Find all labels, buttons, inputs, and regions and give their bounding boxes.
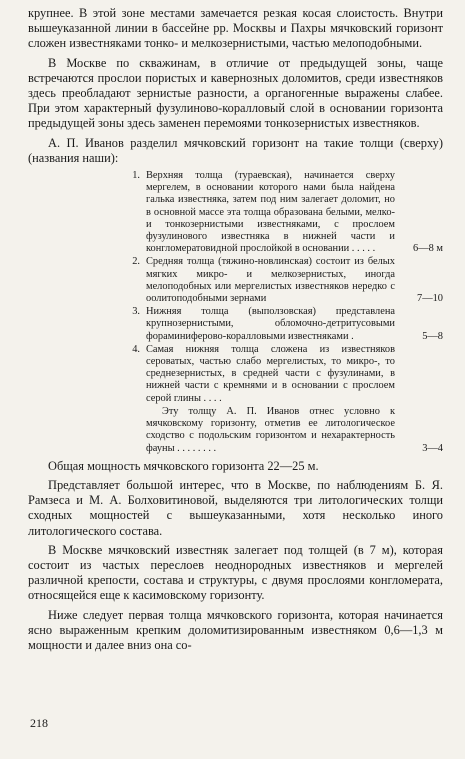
layer-item bbox=[118, 256, 443, 305]
layer-description: Верхняя толща (тураевская), начинается сверху мергелем, в основании которого нами была найдена галька известняка, затем под ним залегает доломит, но в основной массе эта толща образована белыми, мелко- и тонкозернистыми известняками, с прослоем фузулинового известняка в нижней части и конгломератовидной прослойкой в основании . . . . . bbox=[146, 170, 395, 255]
layer-note bbox=[146, 406, 443, 455]
layer-number: 1. bbox=[132, 170, 140, 182]
layer-item bbox=[118, 306, 443, 343]
layer-description: Средняя толща (тяжино-новлинская) состоит из белых мягких микро- и мелкозернистых, иногда мелоподобных или мергелистых известняков нередко с оолитоподобными зернами bbox=[146, 256, 395, 305]
layer-thickness: 5—8 bbox=[422, 330, 443, 342]
layer-number: 3. bbox=[132, 306, 140, 318]
paragraph-total-thickness: Общая мощность мячковского горизонта 22—25 м. bbox=[48, 458, 319, 473]
paragraph-interest: Представляет большой интерес, что в Москве, по наблюдениям Б. Я. Рамзеса и М. А. Болховитиновой, выделяются три литологических толщи сходных мощностей с вышеуказанными, хотя несколько иного литологического состава. bbox=[28, 477, 443, 538]
paragraph-continuation: крупнее. В этой зоне местами замечается резкая косая слоистость. Внутри вышеуказанной линии в бассейне рр. Москвы и Пахры мячковский горизонт сложен известняками тонко- и мелкозернистыми, частью мелоподобными. bbox=[28, 6, 443, 51]
paragraph-first-layer: Ниже следует первая толща мячковского горизонта, которая начинается ясно выраженным крепким доломитизированным известняком 0,6—1,3 м мощности и далее вниз она со- bbox=[28, 607, 443, 652]
layer-item bbox=[118, 170, 443, 255]
layer-thickness: 6—8 м bbox=[413, 243, 443, 255]
note-text: Эту толщу А. П. Иванов отнес условно к мячковскому горизонту, отметив ее литологическое сходство с подольским горизонтом и нехарактерность фауны . . . . . . . . bbox=[146, 405, 395, 454]
layer-item bbox=[118, 344, 443, 405]
layer-description: Самая нижняя толща сложена из известняков сероватых, частью слабо мергелистых, то микро-, то среднезернистых, в средней части с фузулинами, в нижней части с кремнями и в основании с прослоем серой глины . . . . bbox=[146, 343, 395, 404]
layer-number: 2. bbox=[132, 256, 140, 268]
page-number: 218 bbox=[30, 716, 48, 730]
layer-list bbox=[118, 170, 443, 455]
paragraph-moscow-boreholes: В Москве по скважинам, в отличие от предыдущей зоны, чаще встречаются прослои пористых и кавернозных доломитов, среди известняков здесь преобладают зернистые разности, а органогенные выражены слабее. При этом характерный фузулиново-коралловый слой в основании горизонта предыдущей зоны здесь заменен перемоями тонкозернистых известняков. bbox=[28, 55, 443, 131]
layer-description: Нижняя толща (выползовская) представлена крупнозернистыми, обломочно-детритусовыми фораминиферово-коралловыми известняками . bbox=[146, 306, 395, 342]
paragraph-ivanov-intro: А. П. Иванов разделил мячковский горизонт на такие толщи (сверху) (названия наши): bbox=[28, 135, 443, 165]
layer-number: 4. bbox=[132, 343, 140, 355]
layer-thickness: 7—10 bbox=[417, 293, 443, 305]
note-thickness: 3—4 bbox=[422, 442, 443, 454]
paragraph-moscow-limestone: В Москве мячковский известняк залегает под толщей (в 7 м), которая состоит из частых переслоев неоднородных известняков и мергелей различной крепости, состава и структуры, с двумя прослоями конгломерата, относящейся еще к касимовскому горизонту. bbox=[28, 542, 443, 603]
